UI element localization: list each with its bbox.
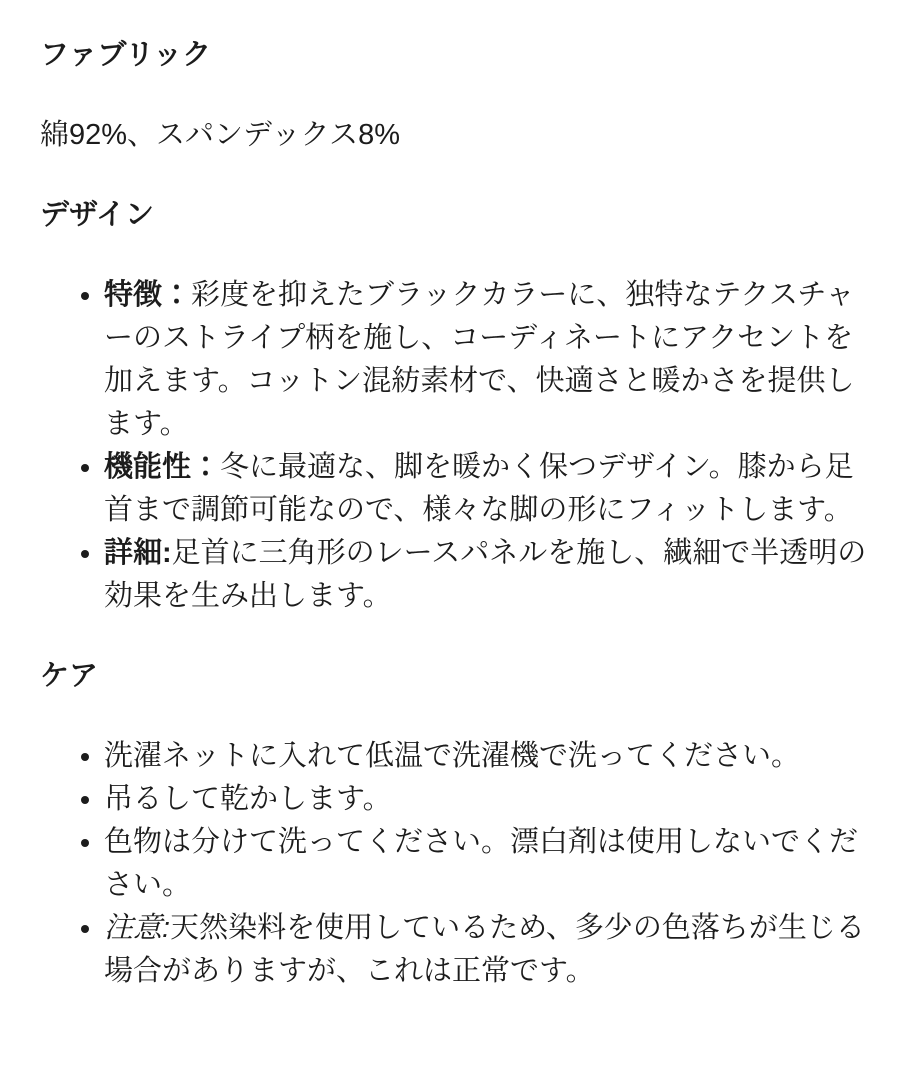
bullet-text-details: 足首に三角形のレースパネルを施し、繊細で半透明の効果を生み出します。 — [104, 537, 867, 612]
list-item-separate-colors — [104, 821, 872, 907]
bullet-label-feature: 特徴： — [104, 279, 192, 311]
list-item-wash — [104, 735, 872, 778]
list-item-functionality — [104, 446, 872, 532]
bullet-text-note: 天然染料を使用しているため、多少の色落ちが生じる場合がありますが、これは正常です。 — [104, 912, 865, 987]
bullet-label-note: 注意: — [104, 912, 171, 944]
section-heading-fabric: ファブリック — [40, 39, 212, 71]
list-item-dry — [104, 778, 872, 821]
fabric-composition-text: 綿92%、スパンデックス8% — [40, 119, 401, 151]
list-item-feature — [104, 274, 872, 446]
section-heading-design: デザイン — [40, 199, 154, 231]
care-bullet-list — [40, 735, 872, 993]
bullet-label-details: 詳細: — [104, 537, 172, 569]
bullet-label-functionality: 機能性： — [104, 451, 221, 483]
bullet-text-functionality: 冬に最適な、脚を暖かく保つデザイン。膝から足首まで調節可能なので、様々な脚の形にフィットします。 — [104, 451, 854, 526]
list-item-details — [104, 532, 872, 618]
bullet-text-dry: 吊るして乾かします。 — [104, 783, 392, 815]
bullet-text-feature: 彩度を抑えたブラックカラーに、独特なテクスチャーのストライプ柄を施し、コーディネートにアクセントを加えます。コットン混紡素材で、快適さと暖かさを提供します。 — [104, 279, 855, 440]
section-heading-care: ケア — [40, 660, 99, 692]
bullet-text-separate-colors: 色物は分けて洗ってください。漂白剤は使用しないでください。 — [104, 826, 859, 901]
design-bullet-list — [40, 274, 872, 618]
list-item-note — [104, 907, 872, 993]
bullet-text-wash: 洗濯ネットに入れて低温で洗濯機で洗ってください。 — [104, 740, 801, 772]
